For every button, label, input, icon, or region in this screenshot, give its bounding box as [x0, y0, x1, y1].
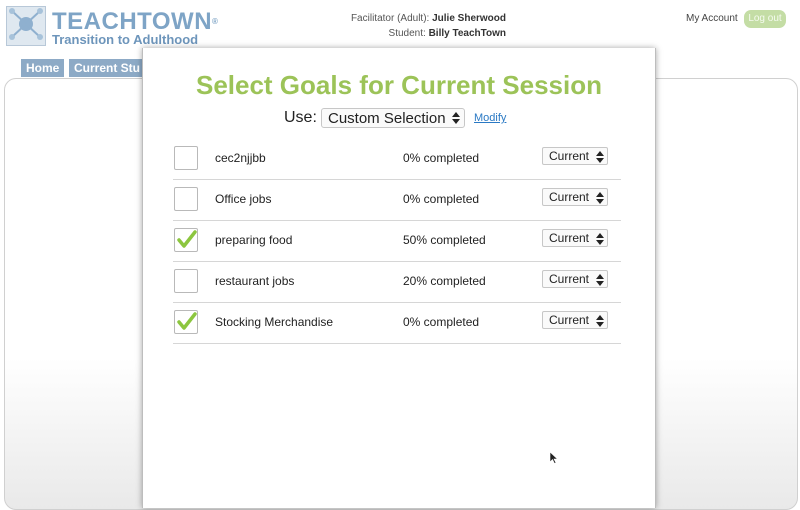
updown-arrows-icon [596, 314, 604, 328]
goal-progress: 0% completed [403, 315, 480, 329]
goal-session-select[interactable] [542, 311, 608, 329]
updown-arrows-icon [452, 111, 460, 125]
goal-session-value: Current [549, 190, 590, 204]
teachtown-logo-icon [6, 6, 46, 46]
facilitator-label: Facilitator (Adult): [350, 13, 430, 24]
modify-link[interactable]: Modify [474, 112, 507, 124]
goal-session-select[interactable] [542, 188, 608, 206]
session-info [270, 11, 506, 41]
modal-title: Select Goals for Current Session [195, 70, 602, 100]
goal-set-select[interactable] [321, 108, 465, 128]
checkmark-icon [176, 229, 198, 251]
updown-arrows-icon [596, 150, 604, 164]
updown-arrows-icon [596, 232, 604, 246]
updown-arrows-icon [596, 191, 604, 205]
goal-session-value: Current [549, 272, 590, 286]
tab-home[interactable]: Home [21, 59, 64, 77]
goal-progress: 20% completed [403, 274, 486, 288]
goal-checkbox[interactable] [174, 146, 198, 170]
goal-checkbox[interactable] [174, 310, 198, 334]
select-goals-modal [142, 48, 656, 508]
facilitator-name: Julie Sherwood [432, 13, 506, 24]
brand-subtitle: Transition to Adulthood [52, 32, 199, 47]
goal-set-selected-value: Custom Selection [328, 110, 446, 127]
goal-session-select[interactable] [542, 270, 608, 288]
use-label: Use: [284, 109, 317, 126]
goal-row [173, 261, 621, 303]
logout-button[interactable]: Log out [744, 10, 786, 28]
goal-session-value: Current [549, 231, 590, 245]
goal-checkbox[interactable] [174, 187, 198, 211]
goal-row [173, 138, 621, 180]
goal-checkbox[interactable] [174, 228, 198, 252]
mouse-cursor-icon [550, 452, 558, 464]
updown-arrows-icon [596, 273, 604, 287]
goal-session-select[interactable] [542, 147, 608, 165]
goal-progress: 0% completed [403, 192, 480, 206]
goal-row [173, 302, 621, 344]
goal-session-select[interactable] [542, 229, 608, 247]
goal-row [173, 220, 621, 262]
goal-session-value: Current [549, 149, 590, 163]
checkmark-icon [176, 311, 198, 333]
goal-row [173, 179, 621, 221]
goal-checkbox[interactable] [174, 269, 198, 293]
student-name: Billy TeachTown [428, 28, 506, 39]
goal-name: cec2njjbb [215, 151, 266, 165]
student-label: Student: [388, 28, 426, 39]
goal-name: Office jobs [215, 192, 272, 206]
goal-name: Stocking Merchandise [215, 315, 334, 329]
goal-progress: 0% completed [403, 151, 480, 165]
goal-name: preparing food [215, 233, 293, 247]
my-account-link[interactable]: My Account [686, 13, 738, 24]
goal-progress: 50% completed [403, 233, 486, 247]
tab-current-student[interactable]: Current Stu [69, 59, 149, 77]
goal-name: restaurant jobs [215, 274, 295, 288]
goal-session-value: Current [549, 313, 590, 327]
brand-name: TEACHTOWN® [52, 8, 219, 35]
